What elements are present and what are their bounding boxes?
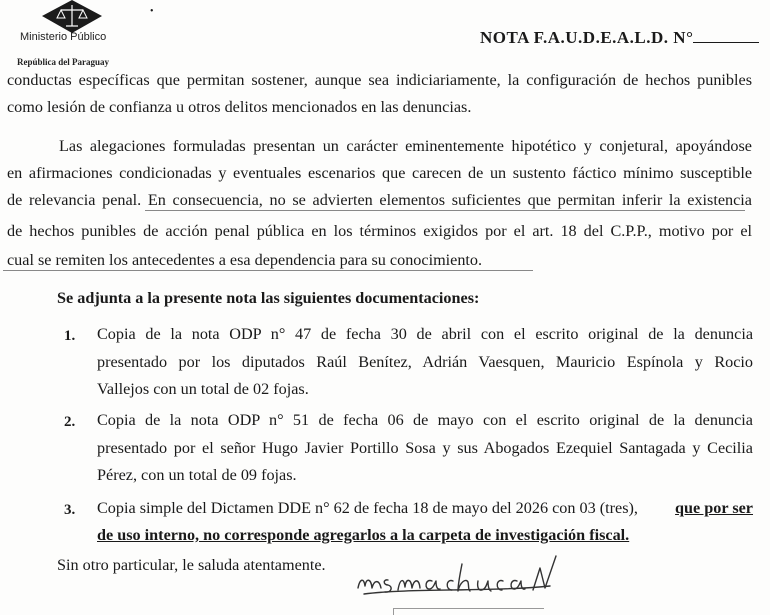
list-item-line: Vallejos con un total de 02 fojas. [97, 380, 309, 398]
scan-underline-mark [3, 270, 533, 271]
note-title [480, 28, 759, 48]
list-item-text: Copia simple del Dictamen DDE n° 62 de fecha 18 de mayo del 2026 con 03 (tres), [97, 499, 638, 517]
note-title-text: NOTA F.A.U.D.E.A.L.D. N° [480, 28, 694, 47]
list-item-line: Pérez, con un total de 09 fojas. [97, 466, 297, 484]
list-item-number: 2. [64, 414, 76, 430]
institution-name: Ministerio Público [20, 31, 107, 43]
paragraph-line: cual se remiten los antecedentes a esa dependencia para su conocimiento. [7, 251, 483, 269]
paragraph-line: en afirmaciones condicionadas y eventuales escenarios que carecen de un sustento fáctico mínimo susceptible [7, 164, 752, 182]
scan-underline-mark [145, 210, 745, 211]
list-item-line: presentado por los diputados Raúl Benítez, Adrián Vaesquen, Mauricio Espínola y Rocio [97, 353, 753, 371]
paragraph-line: como lesión de confianza u otros delitos mencionados en las denuncias. [7, 98, 472, 116]
list-item-line [97, 499, 753, 518]
ministerio-publico-logo-icon [42, 0, 102, 34]
list-item-emphasis: de uso interno, no corresponde agregarlos a la carpeta de investigación fiscal. [97, 526, 630, 544]
paragraph-line: de hechos punibles de acción penal pública en los términos exigidos por el art. 18 del C.P.P., motivo por el [7, 222, 752, 240]
paragraph-line: Las alegaciones formuladas presentan un carácter eminentemente hipotético y conjetural, apoyándose [59, 137, 752, 155]
paragraph-line: conductas específicas que permitan sostener, aunque sea indiciariamente, la configuración de hechos punibles [7, 71, 752, 89]
closing-line: Sin otro particular, le saluda atentamente. [57, 556, 326, 574]
list-item-line: Copia de la nota ODP n° 47 de fecha 30 de abril con el escrito original de la denuncia [97, 325, 753, 343]
list-item-number: 3. [64, 502, 76, 518]
paragraph-line: de relevancia penal. En consecuencia, no se advierten elementos suficientes que permitan inferir la existencia [7, 191, 752, 209]
list-item-emphasis: que por ser [675, 499, 753, 517]
list-item-line: presentado por el señor Hugo Javier Portillo Sosa y sus Abogados Ezequiel Santagada y Cecilia [97, 439, 753, 457]
ink-mark: • [150, 6, 154, 17]
attachments-heading: Se adjunta a la presente nota las siguientes documentaciones: [57, 289, 480, 307]
institution-country: República del Paraguay [17, 57, 110, 67]
note-number-blank [693, 28, 759, 43]
list-item-line: Copia de la nota ODP n° 51 de fecha 06 de mayo con el escrito original de la denuncia [97, 411, 753, 429]
handwritten-signature [350, 548, 585, 606]
list-item-number: 1. [64, 328, 76, 344]
